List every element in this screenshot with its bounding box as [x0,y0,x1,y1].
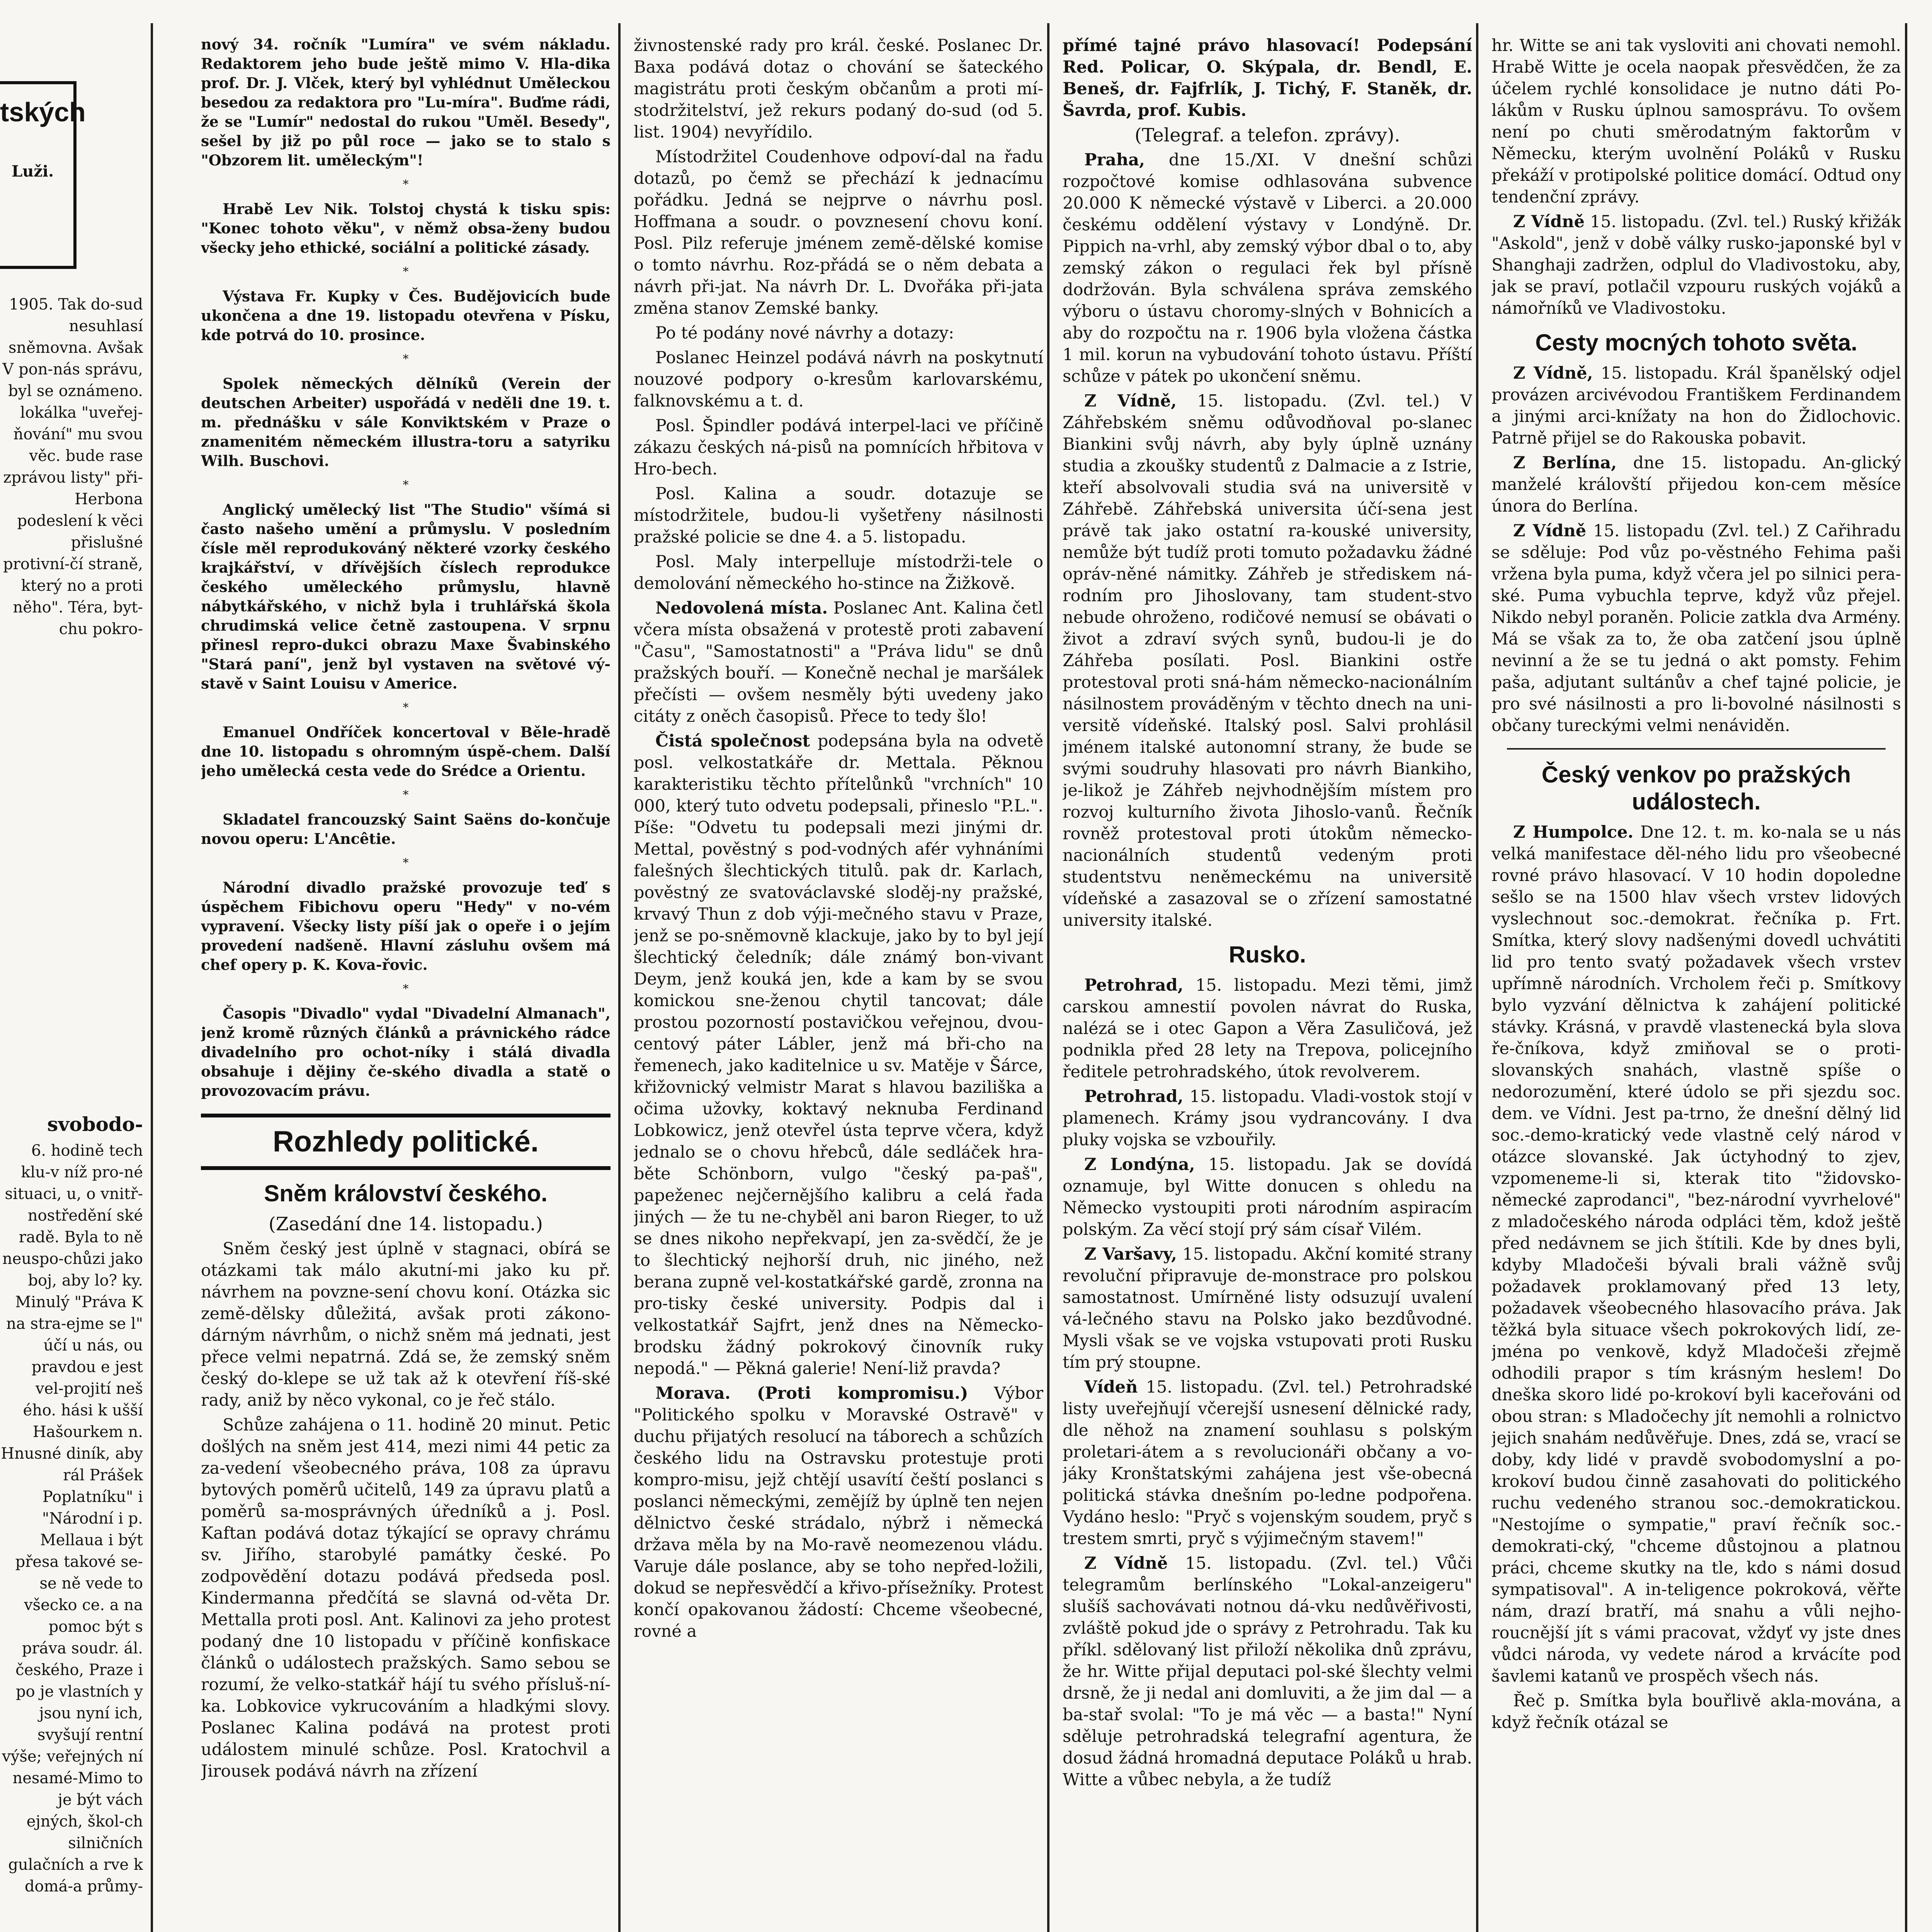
article-paragraph: Vídeň 15. listopadu. (Zvl. tel.) Petrohradské listy uveřejňují včerejší usnesení dělnické rady, dle něhož na znamení souhlasu s polským proletari-átem a s revolucionáři občany a vo-jáky Kronštatskými zahájena jest vše-obecná politická stávka dnešním po-ledne podpořena. Vydáno heslo: "Pryč s vojenským soudem, pryč s trestem smrti, pryč s výjimečným stavem!" [1063,1378,1472,1548]
article-paragraph: Nedovolená místa. Poslanec Ant. Kalina četl včera místa obsažená v protestě proti zabavení "Času", "Samostatnosti" a "Práva lidu" se dnů pražských bouří. — Konečně nechal je maršálek přečísti — ovšem nesměly býti uvedeny jako citáty z oněch časopisů. Přece to tedy šlo! [634,599,1043,726]
article-paragraph: Petrohrad, 15. listopadu. Mezi těmi, jimž carskou amnestií povolen návrat do Ruska, nalézá se i otec Gapon a Věra Zasuličová, jež podnikla před 28 lety na Trepova, policejního ředitele petrohradského, útok revolverem. [1063,976,1472,1082]
article-paragraph: hr. Witte se ani tak vysloviti ani chovati nemohl. Hrabě Witte je ocela naopak přesvědčen, že za účelem rychlé konsolidace je nutno dáti Po-lákům v Rusku úplnou samosprávu. To ovšem není po chuti směrodatným faktorům v Německu, kterým uvolnění Poláků v Rusku překáží v protipolské politice domácí. Odtud ony tendenční zprávy. [1492,36,1901,207]
lead-word: Z Humpolce. [1513,823,1634,842]
subsection-title: Sněm království českého. [264,1180,548,1206]
article-paragraph: Praha, dne 15./XI. V dnešní schůzi rozpočtové komise odhlasována subvence 20.000 K německé výstavě v Liberci. a 20.000 českému oddělení výstavy v Londýně. Dr. Pippich na-vrhl, aby zemský výbor dbal o to, aby zemský zákon o regulaci řek byl přísně dodržován. Byla schválena správa zemského výboru o ústavu choromy-slných v Bohnicích a aby do rozpočtu na r. 1906 byla vložena částka 1 mil. korun na vybudování tohoto ústavu. Příští schůze v pátek po ukončení sněmu. [1063,150,1472,386]
article-paragraph: Poslanec Heinzel podává návrh na poskytnutí nouzové podpory o-kresům karlovarskému, falknovskému a t. d. [634,348,1043,411]
article-paragraph: Morava. (Proti kompromisu.) Výbor "Politického spolku v Moravské Ostravě" v duchu přijatých resolucí na táborech a schůzích českého lidu na Ostravsku protestuje proti kompro-misu, jejž chtějí usavítí čeští poslanci s poslanci německými, zemějíž by úplně ten nejen dělnictvo české strádalo, nýbrž i německá država měla by na Mo-ravě neomezenou vládu. Varuje dále poslance, aby se toho nepřed-ložili, dokud se nepřesvědčí a křivo-přísežníky. Protest končí opakovanou žádostí: Chceme všeobecné, rovné a [634,1384,1043,1641]
article-paragraph: Z Vídně, 15. listopadu. Král španělský odjel provázen arcivévodou Františkem Ferdinandem a jinými arci-knížaty na hon do Židlochovic. Patrně přijel se do Rakouska pobavit. [1492,364,1901,448]
article-paragraph: Místodržitel Coudenhove odpoví-dal na řadu dotazů, po čemž se přechází k jednacímu pořádku. Jedná se nejprve o návrhu posl. Hoffmana a soudr. o povznesení chovu koní. Posl. Pilz referuje jménem země-dělské komise o tomto návrhu. Roz-přádá se o něm debata a návrh při-jat. Na návrh Dr. L. Dvořáka při-jata změna stanov Zemské banky. [634,147,1043,318]
article-paragraph: Z Londýna, 15. listopadu. Jak se dovídá oznamuje, byl Witte donucen s ohledu na Německo vystoupiti proti národním aspiracím polským. Za věcí stojí prý sám císař Vilém. [1063,1155,1472,1239]
separator: * [403,856,409,870]
article-paragraph: Z Vídně, 15. listopadu. (Zvl. tel.) V Záhřebském sněmu odůvodňoval po-slanec Biankini svůj návrh, aby byly úplně uznány studia a zkoušky studentů z Dalmacie a z Istrie, kteří absolvovali studia svá na universitě v Záhřebě. Záhřebská universita účí-sena jest právě tak jako ostatní ra-kouské university, nemůže být tudíž proti tomuto požadavku žádné opráv-něné námitky. Záhřeb je střediskem ná-rodním pro Jihoslovany, tam student-stvo nebude ohroženo, rodičové nemusí se obávati o život a zdraví svých synů, budou-li je do Záhřeba posílati. Posl. Biankini ostře protestoval proti sná-hám německo-nacionálním násilnostem prováděným v těchto dnech na uni-versitě vídeňské. Italský posl. Salvi prohlásil jménem italské autonomní strany, že bude se svými soudruhy hlasovati pro návrh Biankiho, je-likož je Záhřeb nejvhodnějším místem pro rozvoj kulturního života Jihoslo-vanů. Řečník rovněž protestoval proti útokům německo-nacionálních studentů vedeným proti studentstvu neněmeckému na universitě vídeňské a zasazoval se o zřízení samostatné university italské. [1063,391,1472,930]
art-spolek: Spolek německých dělníků (Verein der deutschen Arbeiter) uspořádá v neděli dne 19. t. m. přednášku v sále Konviktském v Praze o znamenitém německém illustra-toru a satyriku Wilh. Buschovi. [201,375,611,469]
column-rule-2 [618,23,621,1932]
column-rule-5 [1905,23,1907,1932]
article-paragraph: Sněm český jest úplně v stagnaci, obírá se otázkami tak málo akutní-mi jako ku př. návrhem na povzne-sení chovu koní. Otázka sic země-dělsky důležitá, avšak proti zákono-dárným návrhům, o nichž sněm má jednati, jest přece velmi nepatrná. Zdá se, že zemský sněm český do-klepe se už tak až k otevření říš-ské rady, aniž by něco vykonal, co je řeč stálo. [201,1239,611,1410]
lead-word: Čistá společnost [655,731,810,751]
lead-word: Z Vídně [1513,212,1585,231]
column-rule-4 [1476,23,1478,1932]
article-paragraph: Z Vídně 15. listopadu. (Zvl. tel.) Ruský křižák "Askold", jenž v době války rusko-japonské byl v Shanghaji zadržen, odplul do Vladivostoku, aby, jak se praví, potlačil vzpouru ruských vojáků a námořníků ve Vladivostoku. [1492,212,1901,318]
art-saint-saens: Skladatel francouzský Saint Saëns do-končuje novou operu: L'Ancêtie. [201,811,611,847]
art-tolstoj: Hrabě Lev Nik. Tolstoj chystá k tisku spis: "Konec tohoto věku", v němž obsa-ženy budou všecky jeho ethické, sociální a politické zásady. [201,200,611,256]
lead-word: Z Varšavy, [1084,1245,1177,1264]
article-paragraph: živnostenské rady pro král. české. Poslanec Dr. Baxa podává dotaz o chování se šateckého magistrátu proti českým občanům a proti mí-stodržitelství, jež rekurs podaný do-sud (od 5. list. 1904) nevyřídilo. [634,36,1043,142]
separator: * [403,982,409,996]
art-narodni: Národní divadlo pražské provozuje teď s úspěchem Fibichovu operu "Hedy" v no-vém vypravení. Všecky listy píší jak o opeře i o jejím provedení nadšeně. Hlavní zásluhu ovšem má chef opery p. K. Kova-řovic. [201,879,611,973]
lead-word: Petrohrad, [1084,1087,1184,1106]
fragment-text-b: 6. hodině tech klu-v níž pro-né situaci, u, o vnitř-nostředění ské radě. Byla to ně neuspo-chůzi jako boj, aby lo? ky. Minulý "Práva K na stra-ejme se l" účí u nás, ou pravdou e jest vel-projití neš ého. hási k ušší Hašourkem n. Hnusné diník, aby rál Prášek Poplatníku" i "Národní i p. Mellaua i být přesa takové se-se ně vede to všecko ce. a na pomoc být s práva soudr. ál. českého, Praze i po je vlastních y jsou nyní ich, svyšují rentní výše; veřejných ní nesamé-Mimo to je být vách ejných, škol-ch silničních gulačních a rve k domá-a průmy- [1,1142,143,1895]
section-venkov: Český venkov po pražských událostech. [1541,762,1851,815]
column-1 [201,35,611,1932]
lead-word: Z Vídně [1513,521,1587,541]
article-paragraph: Z Humpolce. Dne 12. t. m. ko-nala se u nás velká manifestace děl-ného lidu pro všeobecné rovné právo hlasovací. V 10 hodin dopoledne sešlo se na 1500 hlav všech vrstev lidových vyslechnout soc.-demokrat. řečníka p. Frt. Smítka, který slovy nadšenými dovedl uchvátiti lid pro tento svatý požadavek všech vrstev upřímně národních. Vrcholem řeči p. Smítkovy bylo vyzvání dělnictva k zahájení politické stávky. Krásná, v pravdě vlastenecká byla slova ře-čníkova, když zmiňoval se o proti-slovanských snahách, vlastně spíše o nedorozumění, které údolo se při sjezdu soc. dem. ve Vídni. Jest pa-trno, že dnešní dělný lid soc.-demo-kratický vede vlastně celý národ v otázce slovanské. Jak úctyhodný to zjev, vzpomeneme-li si, kterak tito "židovsko-německé zaprodanci", "bez-národní vyvrhelové" z mladočeského národa odpláci těm, kdož ještě před nedávnem se jich štítili. Kde by dnes byli, kdyby Mladočeši bývali brali vážně svůj požadavek proklamovaný před 13 lety, požadavek všeobecného hlasovacího práva. Jak těžká byla situace všech pokrokových lidí, ze-jména po venkově, když Mladočeši zřejmě odhodili prapor s tím krásným heslem! Do dneška skoro lidé po-krokoví byli kaceřováni od obou stran: s Mladočechy jít nemohli a rolnictvo jejich snahám nedůvěřuje. Dnes, zdá se, vrací se doby, kdy lidé v pravdě svobodomyslní a po-krokoví budou činně zasahovati do politického ruchu vedeného stranou soc.-demokratickou. "Nestojíme o sympatie," praví řečník soc.-demokrati-cký, "chceme důstojnou a platnou práci, chceme skutky na tle, kdo s námi dosud sympatisoval". A in-teligence pokroková, věřte nám, drazí bratří, má snahu a vůli nejho-roucnější jít s vámi pracovat, vždyť vy jste dnes vůdci národa, vy vedete národ a krvácíte pod šavlemi katanů ve prospěch všech nás. [1492,823,1901,1686]
section-russia: Rusko. [1228,942,1306,968]
art-ondricek: Emanuel Ondříček koncertoval v Běle-hradě dne 10. listopadu s ohromným úspě-chem. Další jeho umělecká cesta vede do Srédce a Orientu. [201,723,611,779]
separator: * [403,788,409,802]
article-paragraph: Posl. Maly interpelluje místodrži-tele o demolování německého ho-stince na Žižkově. [634,552,1043,593]
lead-word: Z Londýna, [1084,1155,1195,1174]
separator: * [403,265,409,279]
lead-word: Morava. (Proti kompromisu.) [655,1384,968,1403]
separator: * [403,701,409,714]
art-lumir: nový 34. ročník "Lumíra" ve svém nákladu. Redaktorem jeho bude ještě mimo V. Hla-dika prof. Dr. J. Vlček, který byl vyhlédnut Uměleckou besedou za redaktora pro "Lu-míra". Buďme rádi, že se "Lumír" nedostal do rukou "Uměl. Besedy", sešel by již po půl roce — jako se to stalo s "Obzorem lit. uměleckým"! [201,36,611,169]
art-divadlo: Časopis "Divadlo" vydal "Divadelní Almanach", jenž kromě různých článků a právnického rádce divadelního pro ochot-níky i stálá divadla obsahuje i dějiny če-ského divadla a statě o provozovacím právu. [201,1005,611,1099]
telegraph-heading: (Telegraf. a telefon. zprávy). [1134,124,1400,146]
lead-word: Petrohrad, [1084,976,1184,995]
fragment-masthead-sub: Luži. [12,162,54,180]
article-paragraph: Z Vídně 15. listopadu (Zvl. tel.) Z Cařihradu se sděluje: Pod vůz po-věstného Fehima paši vržena byla puma, když včera jel po silnici pera-ské. Puma vybuchla teprve, když vůz přejel. Nikdo nebyl poraněn. Policie zatkla dva Armény. Má se však za to, že oba zatčení jsou úplně nevinní a že se tu jedná o akt pomsty. Fehim paša, adjutant sultánův a chef tajné policie, je pro své násilnosti a pro li-bovolné násilnosti s občany tureckými velmi nenáviděn. [1492,521,1901,735]
section-title: Rozhledy politické. [201,1114,611,1170]
lead-word: Praha, [1084,150,1145,170]
article-paragraph: Z Berlína, dne 15. listopadu. An-glický manželé královští přijedou kon-cem měsíce února do Berlína. [1492,453,1901,516]
article-paragraph: Řeč p. Smítka byla bouřlivě akla-mována, a když řečník otázal se [1492,1691,1901,1732]
column-rule-3 [1047,23,1049,1932]
column-rule-1 [151,23,153,1932]
fragment-column [0,0,147,1932]
article-paragraph: Z Varšavy, 15. listopadu. Akční komité strany revoluční připravuje de-monstrace pro polskou samostatnost. Umírněné listy odsuzují uvalení vá-lečného stavu na Polsko jako bezdůvodné. Mysli však se ve vojska vstupovati proti Rusku tím prý stoupne. [1063,1245,1472,1372]
lead-word: Z Vídně [1084,1554,1168,1573]
article-paragraph: Z Vídně 15. listopadu. (Zvl. tel.) Vůči telegramům berlínského "Lokal-anzeigeru" slušíš sachovávati notnou dá-vku nedůvěřivosti, zvláště pokud jde o správy z Petrohradu. Tak ku příkl. sdělovaný list přiloží několika dnů zprávu, že hr. Witte přijal deputaci pol-ské šlechty velmi drsně, že ji nedal ani domluviti, a že jim dal — a ba-stař svolal: "To je má věc — a basta!" Nyní sděluje petrohradská telegrafní agentura, že dosud žádná hromadná deputace Poláků u hrab. Witte a vůbec nebyla, a že tudíž [1063,1554,1472,1789]
lead-word: Vídeň [1084,1378,1138,1397]
art-kupka: Výstava Fr. Kupky v Čes. Budějovicích bude ukončena a dne 19. listopadu otevřena v Písku, kde potrvá do 10. prosince. [201,287,611,344]
art-studio: Anglický umělecký list "The Studio" všímá si často našeho umění a průmyslu. V posledním čísle měl reprodukováný některé vzorky českého krajkářství, v dřívějších číslech reprodukce českého uměleckého průmyslu, hlavně nábytkářského, v nichž byla i truhlářská škola chrudimská velice četně zastoupena. V srpnu přinesl repro-dukci obrazu Maxe Švabinského "Stará paní", jenž byl vystaven na světové vý-stavě v Saint Louisu v Americe. [201,501,611,692]
article-paragraph: Petrohrad, 15. listopadu. Vladi-vostok stojí v plamenech. Krámy jsou vydrancovány. I dva pluky vojska se vzbouřily. [1063,1087,1472,1150]
article-paragraph: Čistá společnost podepsána byla na odvetě posl. velkostatkáře dr. Mettala. Pěknou karakteristiku těchto přítelůnků "vrchních" 10 000, který tuto odvetu podepsali, přineslo "P.L.". Píše: "Odvetu tu podepsali mezi jinými dr. Mettal, pověstný s pod-vodných afér vyhnáními falešných šlechtických titulů. pak dr. Karlach, pověstný ze svatováclavské sloděj-ny pražské, krvavý Thun z dob výji-mečného stavu v Praze, jenž se po-sněmovně klackuje, jako by to byl její šlechtický čeledník; dále známý bon-vivant Deym, jenž kouká jen, kde a kam by se svou komickou sne-ženou chytil tancovat; dále prostou pozorností postavičkou veřejnou, dvou-centový páter Lábler, jenž má bři-cho na řemenech, jako kaditelnice u sv. Matěje v Šárce, křižovnický velmistr Marat s hlavou baziliška a očima užovky, koktavý neknuba Ferdinand Lobkowicz, jenž otevřel ústa teprve včera, když jednalo se o chovu hřebců, dále sedláček hra-běte Schönborn, vulgo "český pa-paš", papeženec nejčernějšího kalibru a celá řada jiných — že tu ne-chyběl ani baron Rieger, to už se dnes nikoho nepřekvapí, jen za-svědčí, že je to šlechtický nejhorší druh, nic jiného, než berana zupně vel-kostatkářské gardě, zronna na pro-tisky české university. Podpis dal i velkostatkář Sajfrt, jenž dnes na Německo-brodsku žádný pokrokový činovník ruky nepodá." — Pěkná galerie! Není-liž pravda? [634,731,1043,1378]
column-3 [1063,35,1472,1932]
separator: * [403,352,409,366]
lead-word: Z Vídně, [1513,364,1593,383]
section-cesty: Cesty mocných tohoto světa. [1535,330,1857,355]
article-paragraph: Schůze zahájena o 11. hodině 20 minut. Petic došlých na sněm jest 414, mezi nimi 44 petic za za-vedení všeobecného práva, 108 za úpravu bytových poměrů učitelů, 149 za úpravu platů a poměrů sa-mosprávných úředníků a j. Posl. Kaftan podává dotaz týkající se opravy chrámu sv. Jiřího, starobylé památky české. Po zodpovědění dotazu podává předseda posl. Kindermanna předčítá se slavná od-věta Dr. Mettalla proti posl. Ant. Kalinovi za jeho protest podaný dne 10 listopadu v příčině konfiskace článků o událostech pražských. Samo sebou se rozumí, že velko-statkář hájí tu svého přísluš-ní-ka. Lobkovice vykrucováním a hladkými slovy. Poslanec Kalina podává na protest proti událostem minulé schůze. Posl. Kratochvil a Jirousek podává návrh na zřízení [201,1415,611,1781]
lead-word: Z Berlína, [1513,453,1617,473]
lead-word: Nedovolená místa. [655,599,828,618]
lead-word: Z Vídně, [1084,391,1177,411]
separator: * [403,178,409,191]
article-paragraph: přímé tajné právo hlasovací! Podepsání Red. Policar, O. Skýpala, dr. Bendl, E. Beneš, dr. Fajfrlík, J. Tichý, F. Staněk, dr. Šavrda, prof. Kubis. [1063,36,1472,120]
fragment-masthead-text: tských [0,97,86,127]
column-2 [634,35,1043,1932]
column-4 [1492,35,1901,1932]
article-paragraph: Po té podány nové návrhy a dotazy: [655,323,954,343]
separator: * [403,478,409,492]
fragment-title-b: svobodo- [47,1113,143,1136]
article-paragraph: Posl. Špindler podává interpel-laci ve příčině zákazu českých ná-pisů na pomnících hřbitova v Hro-bech. [634,416,1043,479]
divider [1507,748,1886,750]
subsection-date: (Zasedání dne 14. listopadu.) [269,1213,543,1235]
fragment-text-a: 1905. Tak do-sud nesuhlasí sněmovna. Avšak V pon-nás správu, byl se oznámeno. lokálka "uveřej-ňování" mu svou věc. bude rase zprávou listy" při-Herbona podeslení k věci přislušné protivní-čí straně, který no a proti něho". Téra, byt-chu pokro- [2,296,143,638]
article-paragraph: Posl. Kalina a soudr. dotazuje se místodržitele, budou-li vyšetřeny násilnosti pražské policie se dne 4. a 5. listopadu. [634,484,1043,547]
